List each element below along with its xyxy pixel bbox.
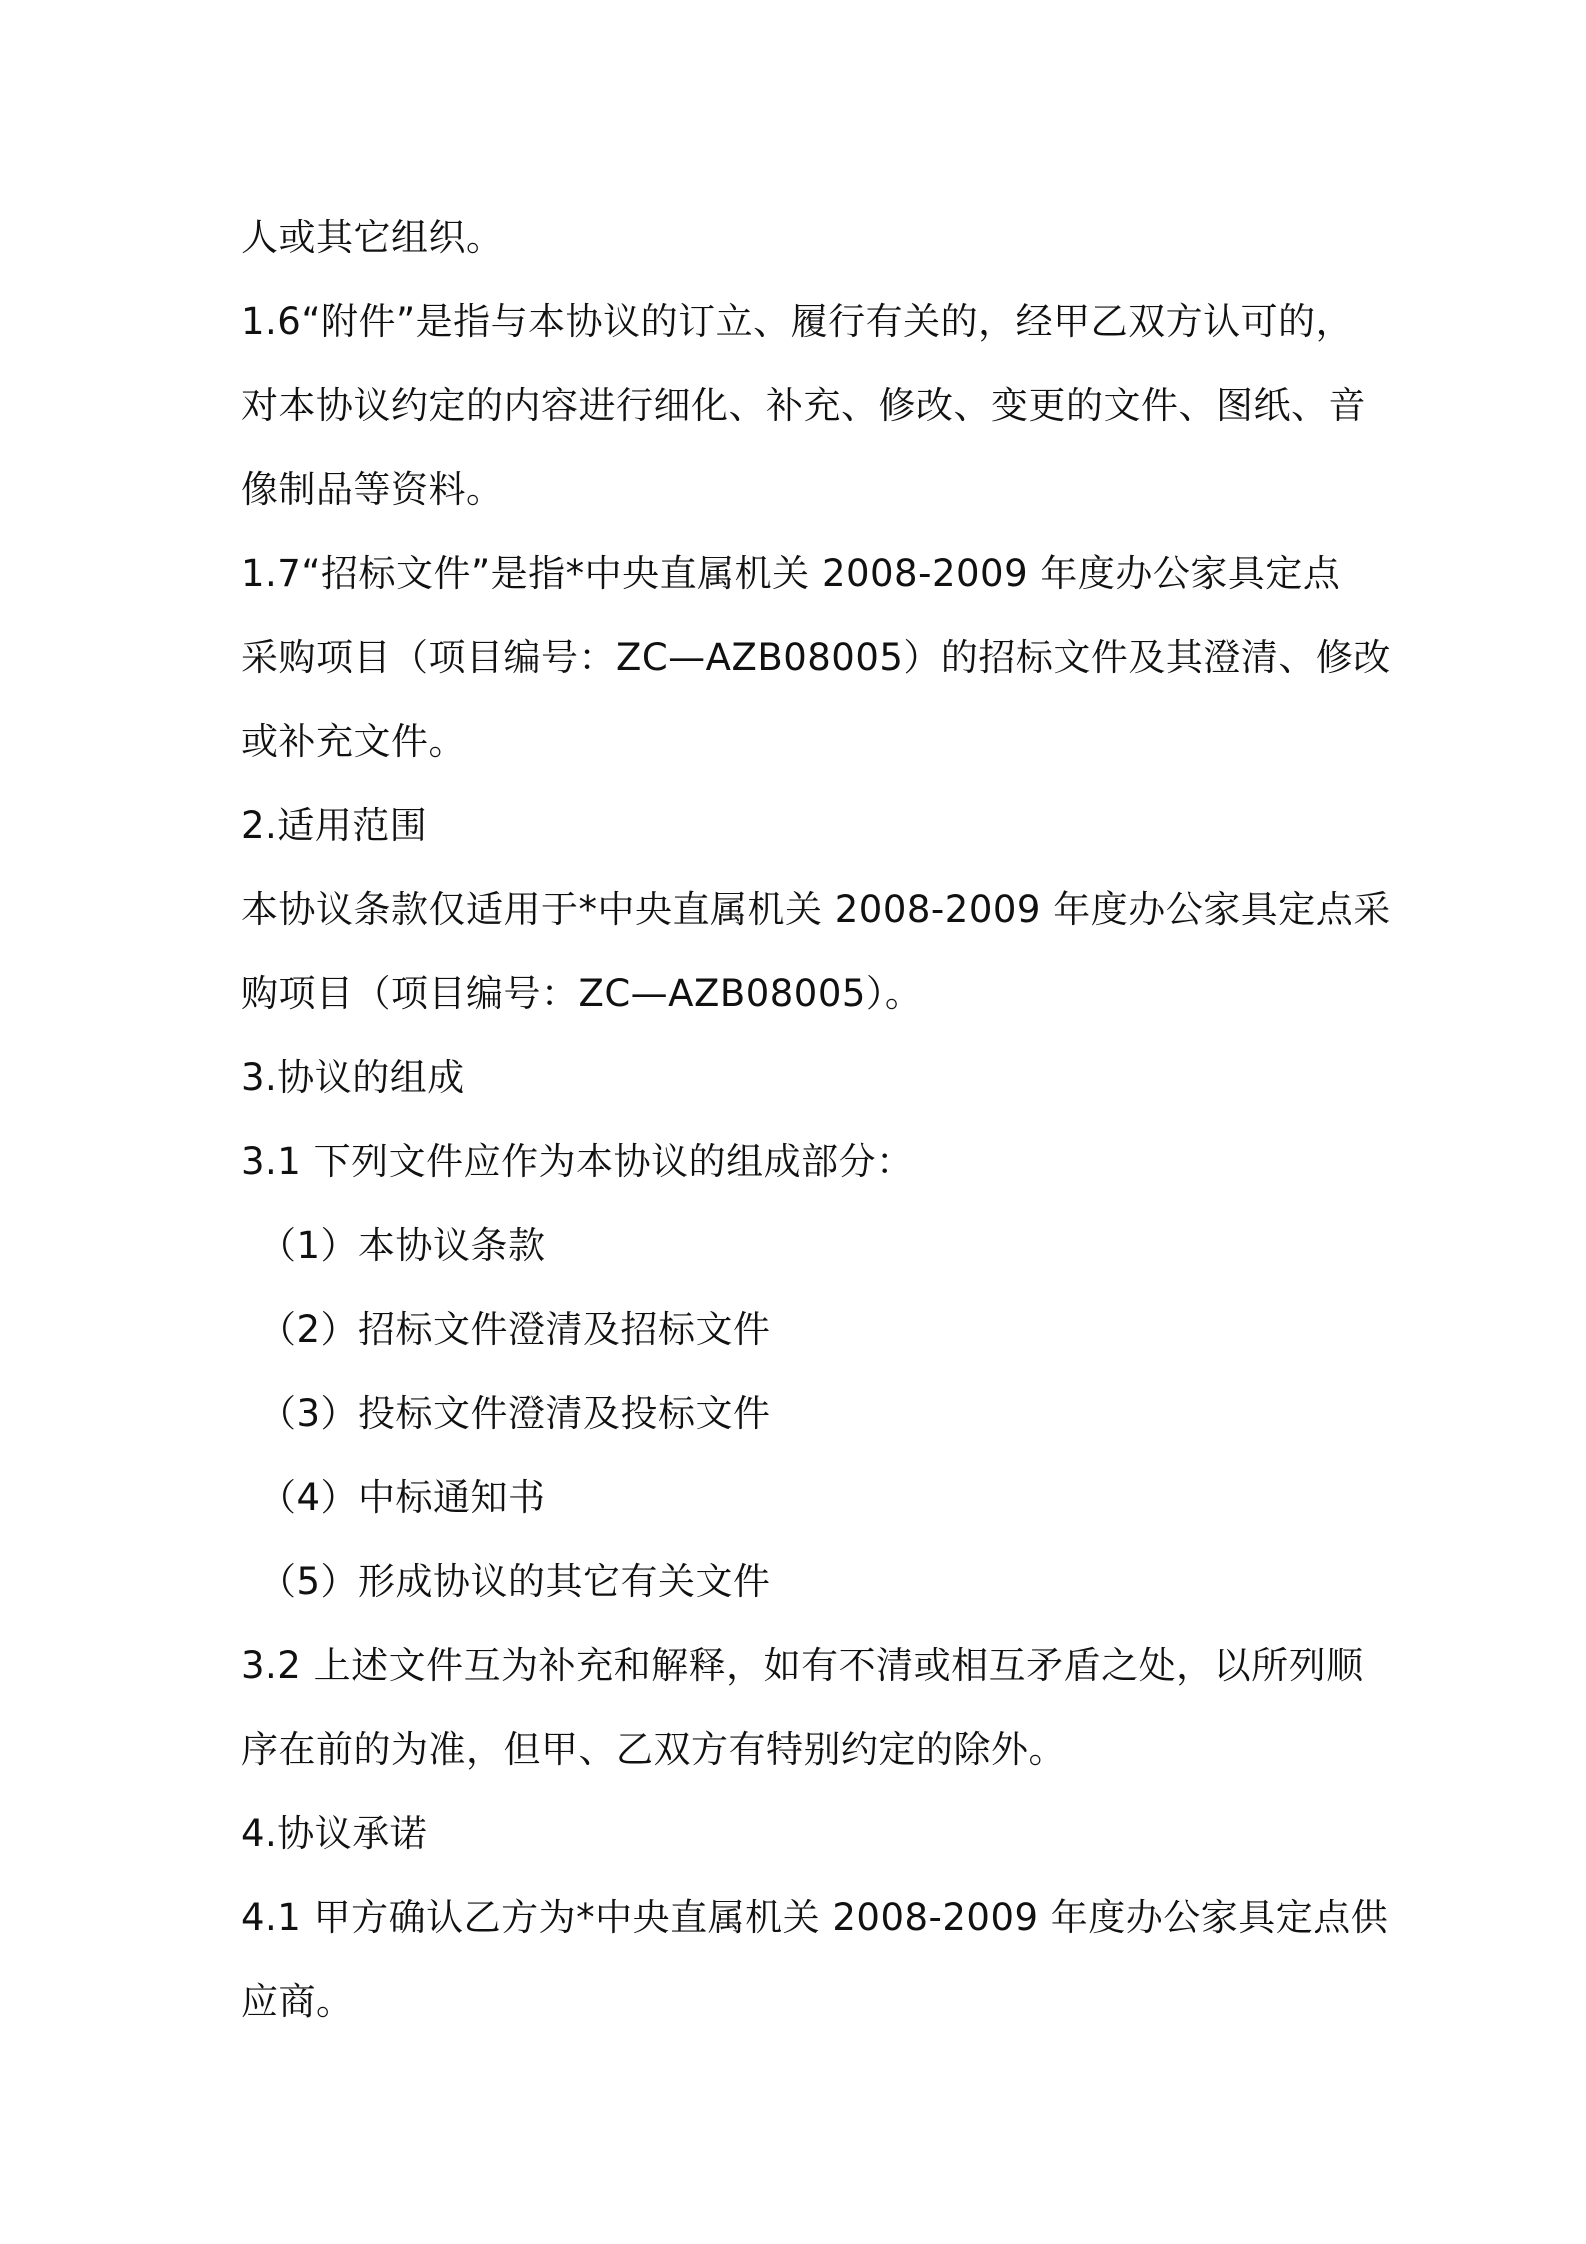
section-2-heading: 2.适用范围: [241, 804, 428, 847]
list-item: （1）本协议条款: [259, 1224, 546, 1267]
text-line: 或补充文件。: [241, 720, 466, 763]
text-line: 人或其它组织。: [241, 216, 504, 259]
clause-3-2-heading: 3.2 上述文件互为补充和解释，如有不清或相互矛盾之处，以所列顺: [241, 1644, 1364, 1687]
document-body: [241, 196, 1391, 2044]
list-item: （5）形成协议的其它有关文件: [259, 1560, 771, 1603]
text-line: 序在前的为准，但甲、乙双方有特别约定的除外。: [241, 1728, 1066, 1771]
clause-1-6-heading: 1.6“附件”是指与本协议的订立、履行有关的，经甲乙双方认可的，: [241, 300, 1354, 343]
text-line: 应商。: [241, 1980, 354, 2023]
list-item: （2）招标文件澄清及招标文件: [259, 1308, 771, 1351]
clause-4-1-heading: 4.1 甲方确认乙方为*中央直属机关 2008-2009 年度办公家具定点供: [241, 1896, 1389, 1939]
text-line: 对本协议约定的内容进行细化、补充、修改、变更的文件、图纸、音: [241, 384, 1366, 427]
text-line: 购项目（项目编号：ZC—AZB08005）。: [241, 972, 923, 1015]
text-line: 采购项目（项目编号：ZC—AZB08005）的招标文件及其澄清、修改: [241, 636, 1391, 679]
text-line: 像制品等资料。: [241, 468, 504, 511]
clause-3-1-heading: 3.1 下列文件应作为本协议的组成部分：: [241, 1140, 914, 1183]
section-3-heading: 3.协议的组成: [241, 1056, 465, 1099]
section-4-heading: 4.协议承诺: [241, 1812, 428, 1855]
list-item: （4）中标通知书: [259, 1476, 546, 1519]
clause-1-7-heading: 1.7“招标文件”是指*中央直属机关 2008-2009 年度办公家具定点: [241, 552, 1341, 595]
list-item: （3）投标文件澄清及投标文件: [259, 1392, 771, 1435]
text-line: 本协议条款仅适用于*中央直属机关 2008-2009 年度办公家具定点采: [241, 888, 1391, 931]
